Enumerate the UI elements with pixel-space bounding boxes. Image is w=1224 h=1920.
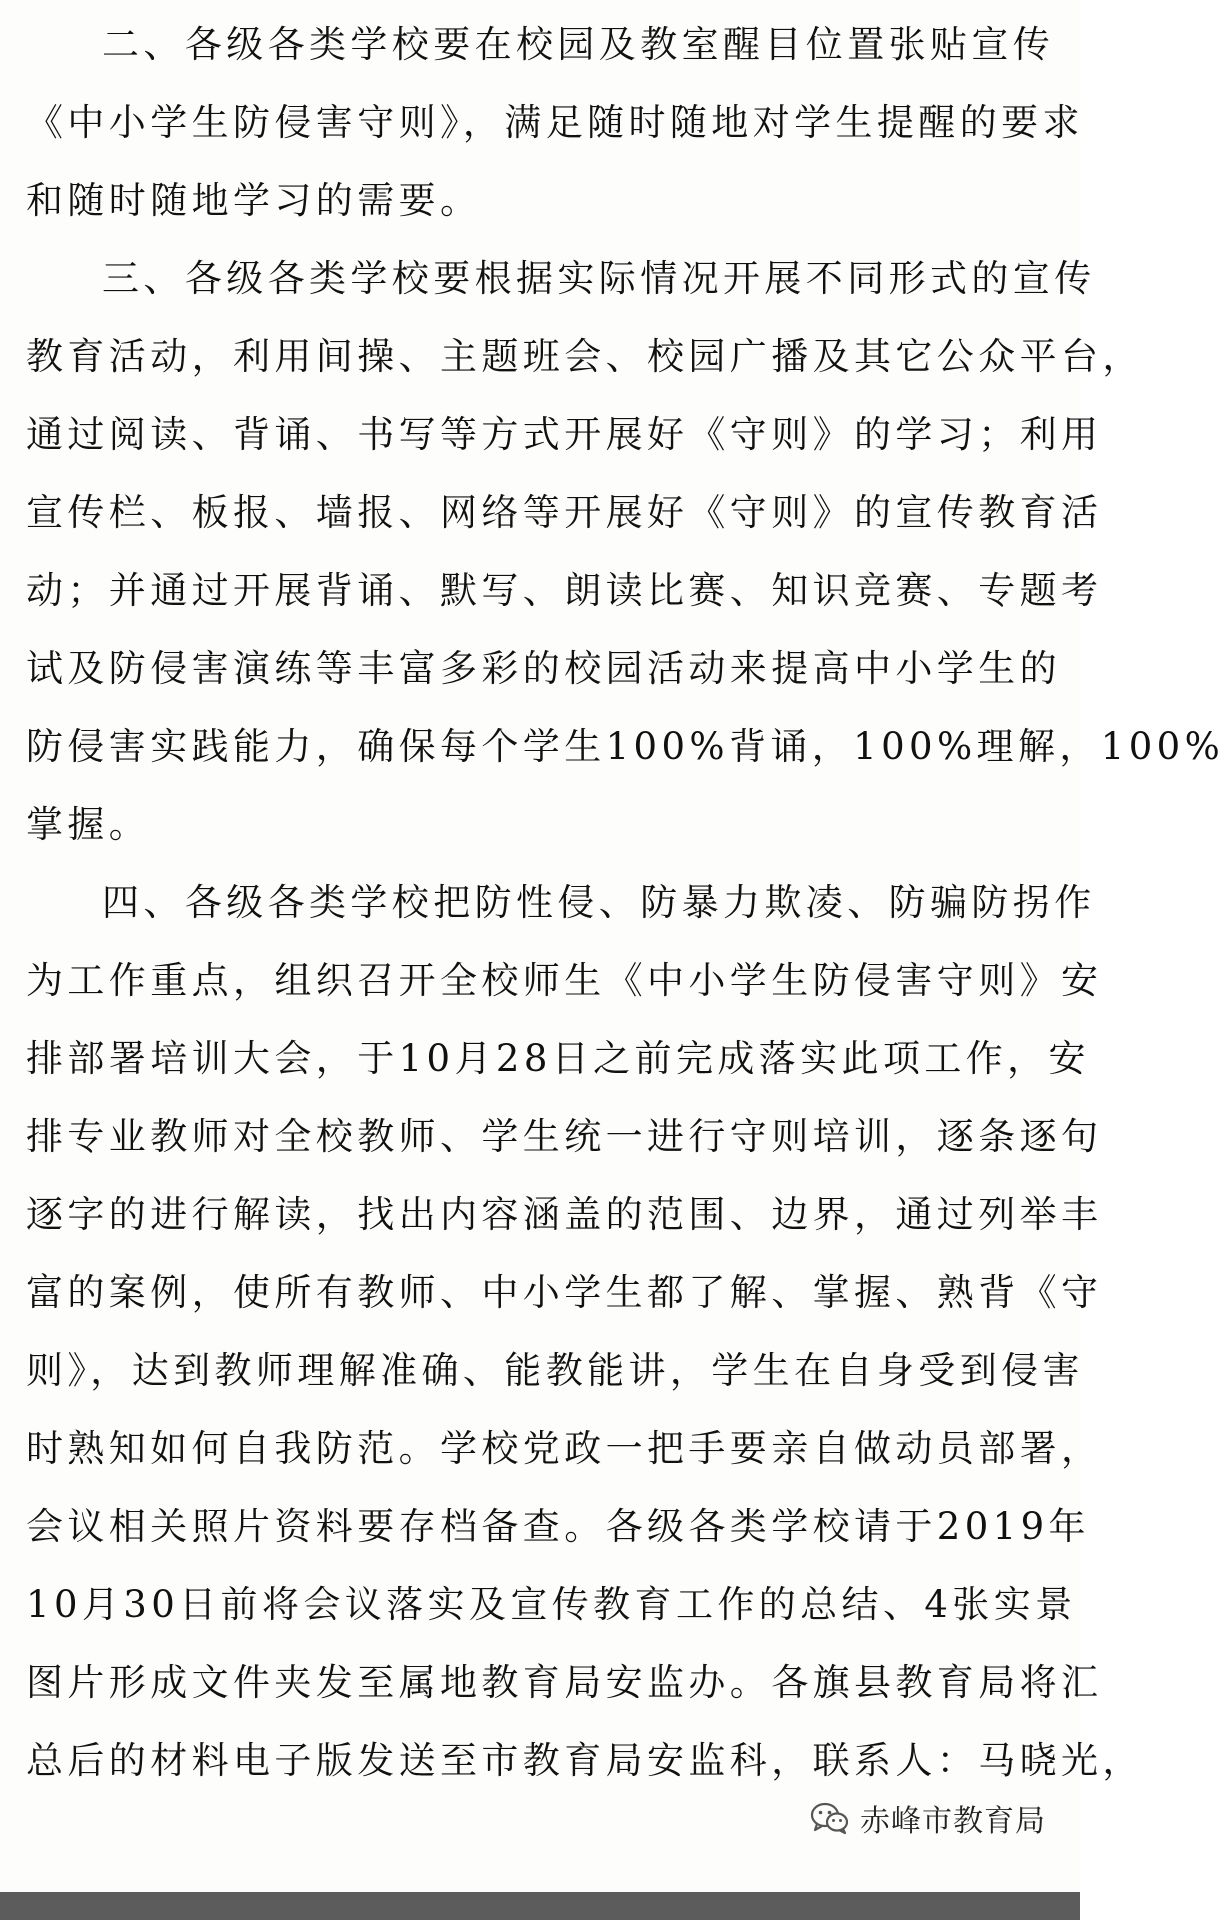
paragraph-4-line-8: 时熟知如何自我防范。学校党政一把手要亲自做动员部署， [26, 1427, 1103, 1470]
paragraph-3-line-2: 教育活动，利用间操、主题班会、校园广播及其它公众平台， [26, 335, 1144, 378]
paragraph-3-line-3: 通过阅读、背诵、书写等方式开展好《守则》的学习；利用 [26, 413, 1103, 456]
paragraph-2-line-2: 《中小学生防侵害守则》，满足随时随地对学生提醒的要求 [26, 101, 1084, 144]
bottom-bar [0, 1892, 1080, 1920]
paragraph-4-line-6: 富的案例，使所有教师、中小学生都了解、掌握、熟背《守 [26, 1271, 1103, 1314]
paragraph-4-line-1: 四、各级各类学校把防性侵、防暴力欺凌、防骗防拐作 [102, 881, 1096, 924]
paragraph-3-line-6: 试及防侵害演练等丰富多彩的校园活动来提高中小学生的 [26, 647, 1061, 690]
paragraph-2-line-1: 二、各级各类学校要在校园及教室醒目位置张贴宣传 [102, 23, 1055, 66]
watermark-text: 赤峰市教育局 [860, 1804, 1046, 1839]
paragraph-2-line-3: 和随时随地学习的需要。 [26, 179, 482, 222]
paragraph-3-line-8: 掌握。 [26, 803, 151, 846]
paragraph-3-line-1: 三、各级各类学校要根据实际情况开展不同形式的宣传 [102, 257, 1096, 300]
paragraph-4-line-4: 排专业教师对全校教师、学生统一进行守则培训，逐条逐句 [26, 1115, 1103, 1158]
document-body [26, 6, 1224, 1800]
watermark [810, 1796, 1046, 1840]
paragraph-4-line-2: 为工作重点，组织召开全校师生《中小学生防侵害守则》安 [26, 959, 1103, 1002]
paragraph-3-line-5: 动；并通过开展背诵、默写、朗读比赛、知识竞赛、专题考 [26, 569, 1103, 612]
paragraph-3-line-7: 防侵害实践能力，确保每个学生100%背诵，100%理解，100% [26, 725, 1224, 768]
paragraph-4-line-12: 总后的材料电子版发送至市教育局安监科，联系人：马晓光， [26, 1739, 1144, 1782]
paragraph-4-line-10: 10月30日前将会议落实及宣传教育工作的总结、4张实景 [26, 1583, 1077, 1626]
paragraph-4-line-3: 排部署培训大会，于10月28日之前完成落实此项工作，安 [26, 1037, 1090, 1080]
paragraph-3-line-4: 宣传栏、板报、墙报、网络等开展好《守则》的宣传教育活 [26, 491, 1103, 534]
paragraph-4-line-9: 会议相关照片资料要存档备查。各级各类学校请于2019年 [26, 1505, 1090, 1548]
paragraph-4-line-5: 逐字的进行解读，找出内容涵盖的范围、边界，通过列举丰 [26, 1193, 1103, 1236]
paragraph-4-line-7: 则》，达到教师理解准确、能教能讲，学生在自身受到侵害 [26, 1349, 1084, 1392]
wechat-icon [810, 1802, 850, 1834]
paragraph-4-line-11: 图片形成文件夹发至属地教育局安监办。各旗县教育局将汇 [26, 1661, 1103, 1704]
